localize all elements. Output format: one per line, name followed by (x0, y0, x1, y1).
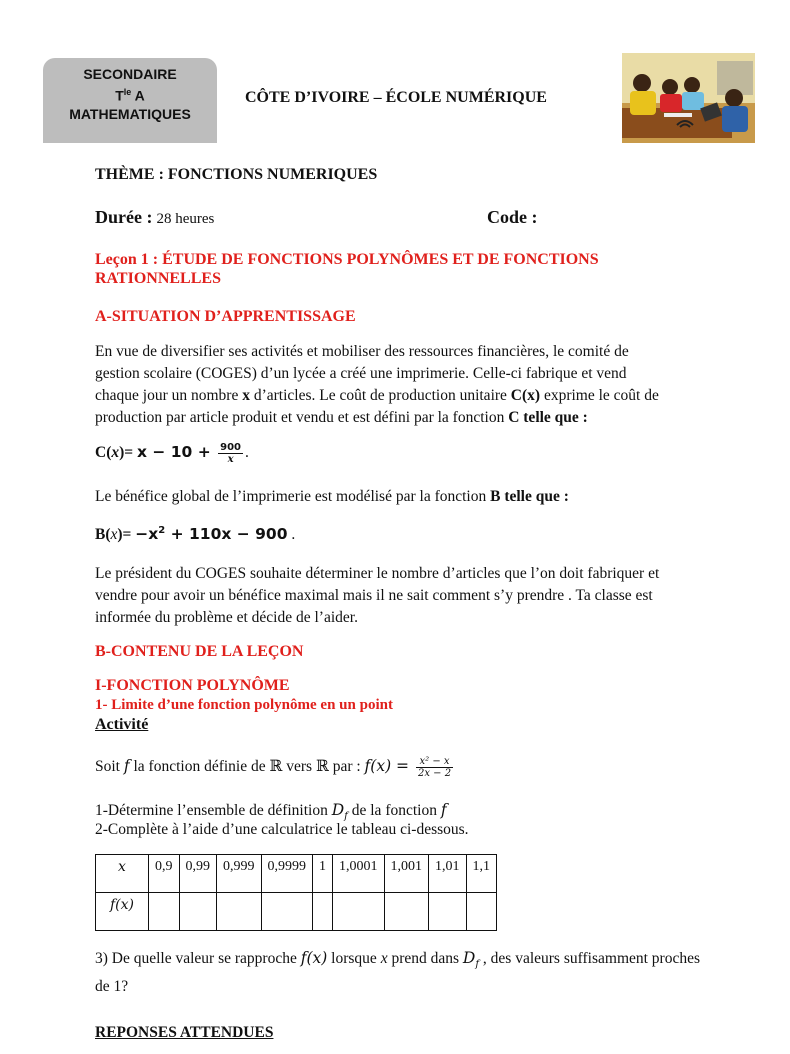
expected-answers-title: REPONSES ATTENDUES (95, 1024, 274, 1041)
situation-paragraph-3: Le président du COGES souhaite déterminer le nombre d’articles que l’on doit fabriquer et vendre pour avoir un bénéfice maximal mais il ne sait comment s’y prendre . Ta classe est informée du problème et décide de l’aider. (95, 565, 660, 626)
table-empty-cell[interactable] (149, 893, 180, 931)
header-title: CÔTE D’IVOIRE – ÉCOLE NUMÉRIQUE (245, 89, 547, 106)
table-empty-cell[interactable] (261, 893, 313, 931)
question-1: 1-Détermine l’ensemble de définition $D_f$ de la fonction f (95, 801, 447, 823)
table-empty-cell[interactable] (466, 893, 497, 931)
section-i-title: I-FONCTION POLYNÔME (95, 677, 290, 694)
table-cell: 0,99 (179, 855, 217, 893)
activity-definition: Soit f la fonction définie de ℝ vers ℝ par : f(x) = $\frac{\text{x² − x}}{2x - 2}$ (95, 755, 452, 779)
table-header-fx: f(x) (96, 893, 149, 931)
subsection-1-title: 1- Limite d’une fonction polynôme en un point (95, 697, 393, 713)
values-table (95, 854, 497, 931)
badge-line-2: $T^{le}$ A (115, 87, 145, 104)
benefit-formula: $B(x)= -x^2 + 110x - 900$ . (95, 525, 296, 544)
activity-label: Activité (95, 716, 149, 733)
situation-paragraph-1: En vue de diversifier ses activités et mobiliser des ressources financières, le comité de gestion scolaire (COGES) d’un lycée a créé une imprimerie. Celle-ci fabrique et vend chaque jour un nombre x d’articles. Le coût de production unitaire C(x) exprime le coût de production par article produit et vendu et est défini par la fonction C telle que : (95, 343, 659, 426)
table-cell: 0,9 (149, 855, 180, 893)
cost-formula: C(x)= x − 10 + $\frac{900}{x}$ . (95, 442, 249, 465)
badge-line-1: SECONDAIRE (83, 66, 177, 82)
code-label: Code : (487, 207, 538, 227)
table-empty-cell[interactable] (384, 893, 429, 931)
section-b-title: B-CONTENU DE LA LEÇON (95, 643, 304, 660)
students-computers-illustration (622, 53, 755, 143)
table-empty-cell[interactable] (179, 893, 217, 931)
duration-value: 28 heures (156, 211, 215, 227)
table-empty-cell[interactable] (313, 893, 333, 931)
table-cell: 1 (313, 855, 333, 893)
level-badge (43, 58, 217, 143)
table-header-x: x (96, 855, 149, 893)
table-empty-cell[interactable] (217, 893, 262, 931)
table-row-fx (96, 893, 497, 931)
table-empty-cell[interactable] (429, 893, 467, 931)
duration-label: Durée : (95, 207, 153, 227)
table-cell: 0,999 (217, 855, 262, 893)
table-cell: 1,001 (384, 855, 429, 893)
lesson-title: Leçon 1 : ÉTUDE DE FONCTIONS POLYNÔMES ET DE FONCTIONS RATIONNELLES (95, 251, 599, 287)
table-row-x (96, 855, 497, 893)
situation-paragraph-2: Le bénéfice global de l’imprimerie est modélisé par la fonction B telle que : (95, 488, 569, 505)
question-2: 2-Complète à l’aide d’une calculatrice le tableau ci-dessous. (95, 821, 469, 838)
badge-line-3: MATHEMATIQUES (69, 105, 191, 122)
table-cell: 0,9999 (261, 855, 313, 893)
section-a-title: A-SITUATION D’APPRENTISSAGE (95, 308, 356, 325)
duration-line (95, 207, 214, 228)
table-cell: 1,0001 (333, 855, 385, 893)
theme-title: THÈME : FONCTIONS NUMERIQUES (95, 166, 378, 183)
question-3: 3) De quelle valeur se rapproche f(x) lorsque x prend dans $D_f$ , des valeurs suffisamment proches de 1? (95, 949, 701, 996)
table-cell: 1,1 (466, 855, 497, 893)
table-empty-cell[interactable] (333, 893, 385, 931)
table-cell: 1,01 (429, 855, 467, 893)
